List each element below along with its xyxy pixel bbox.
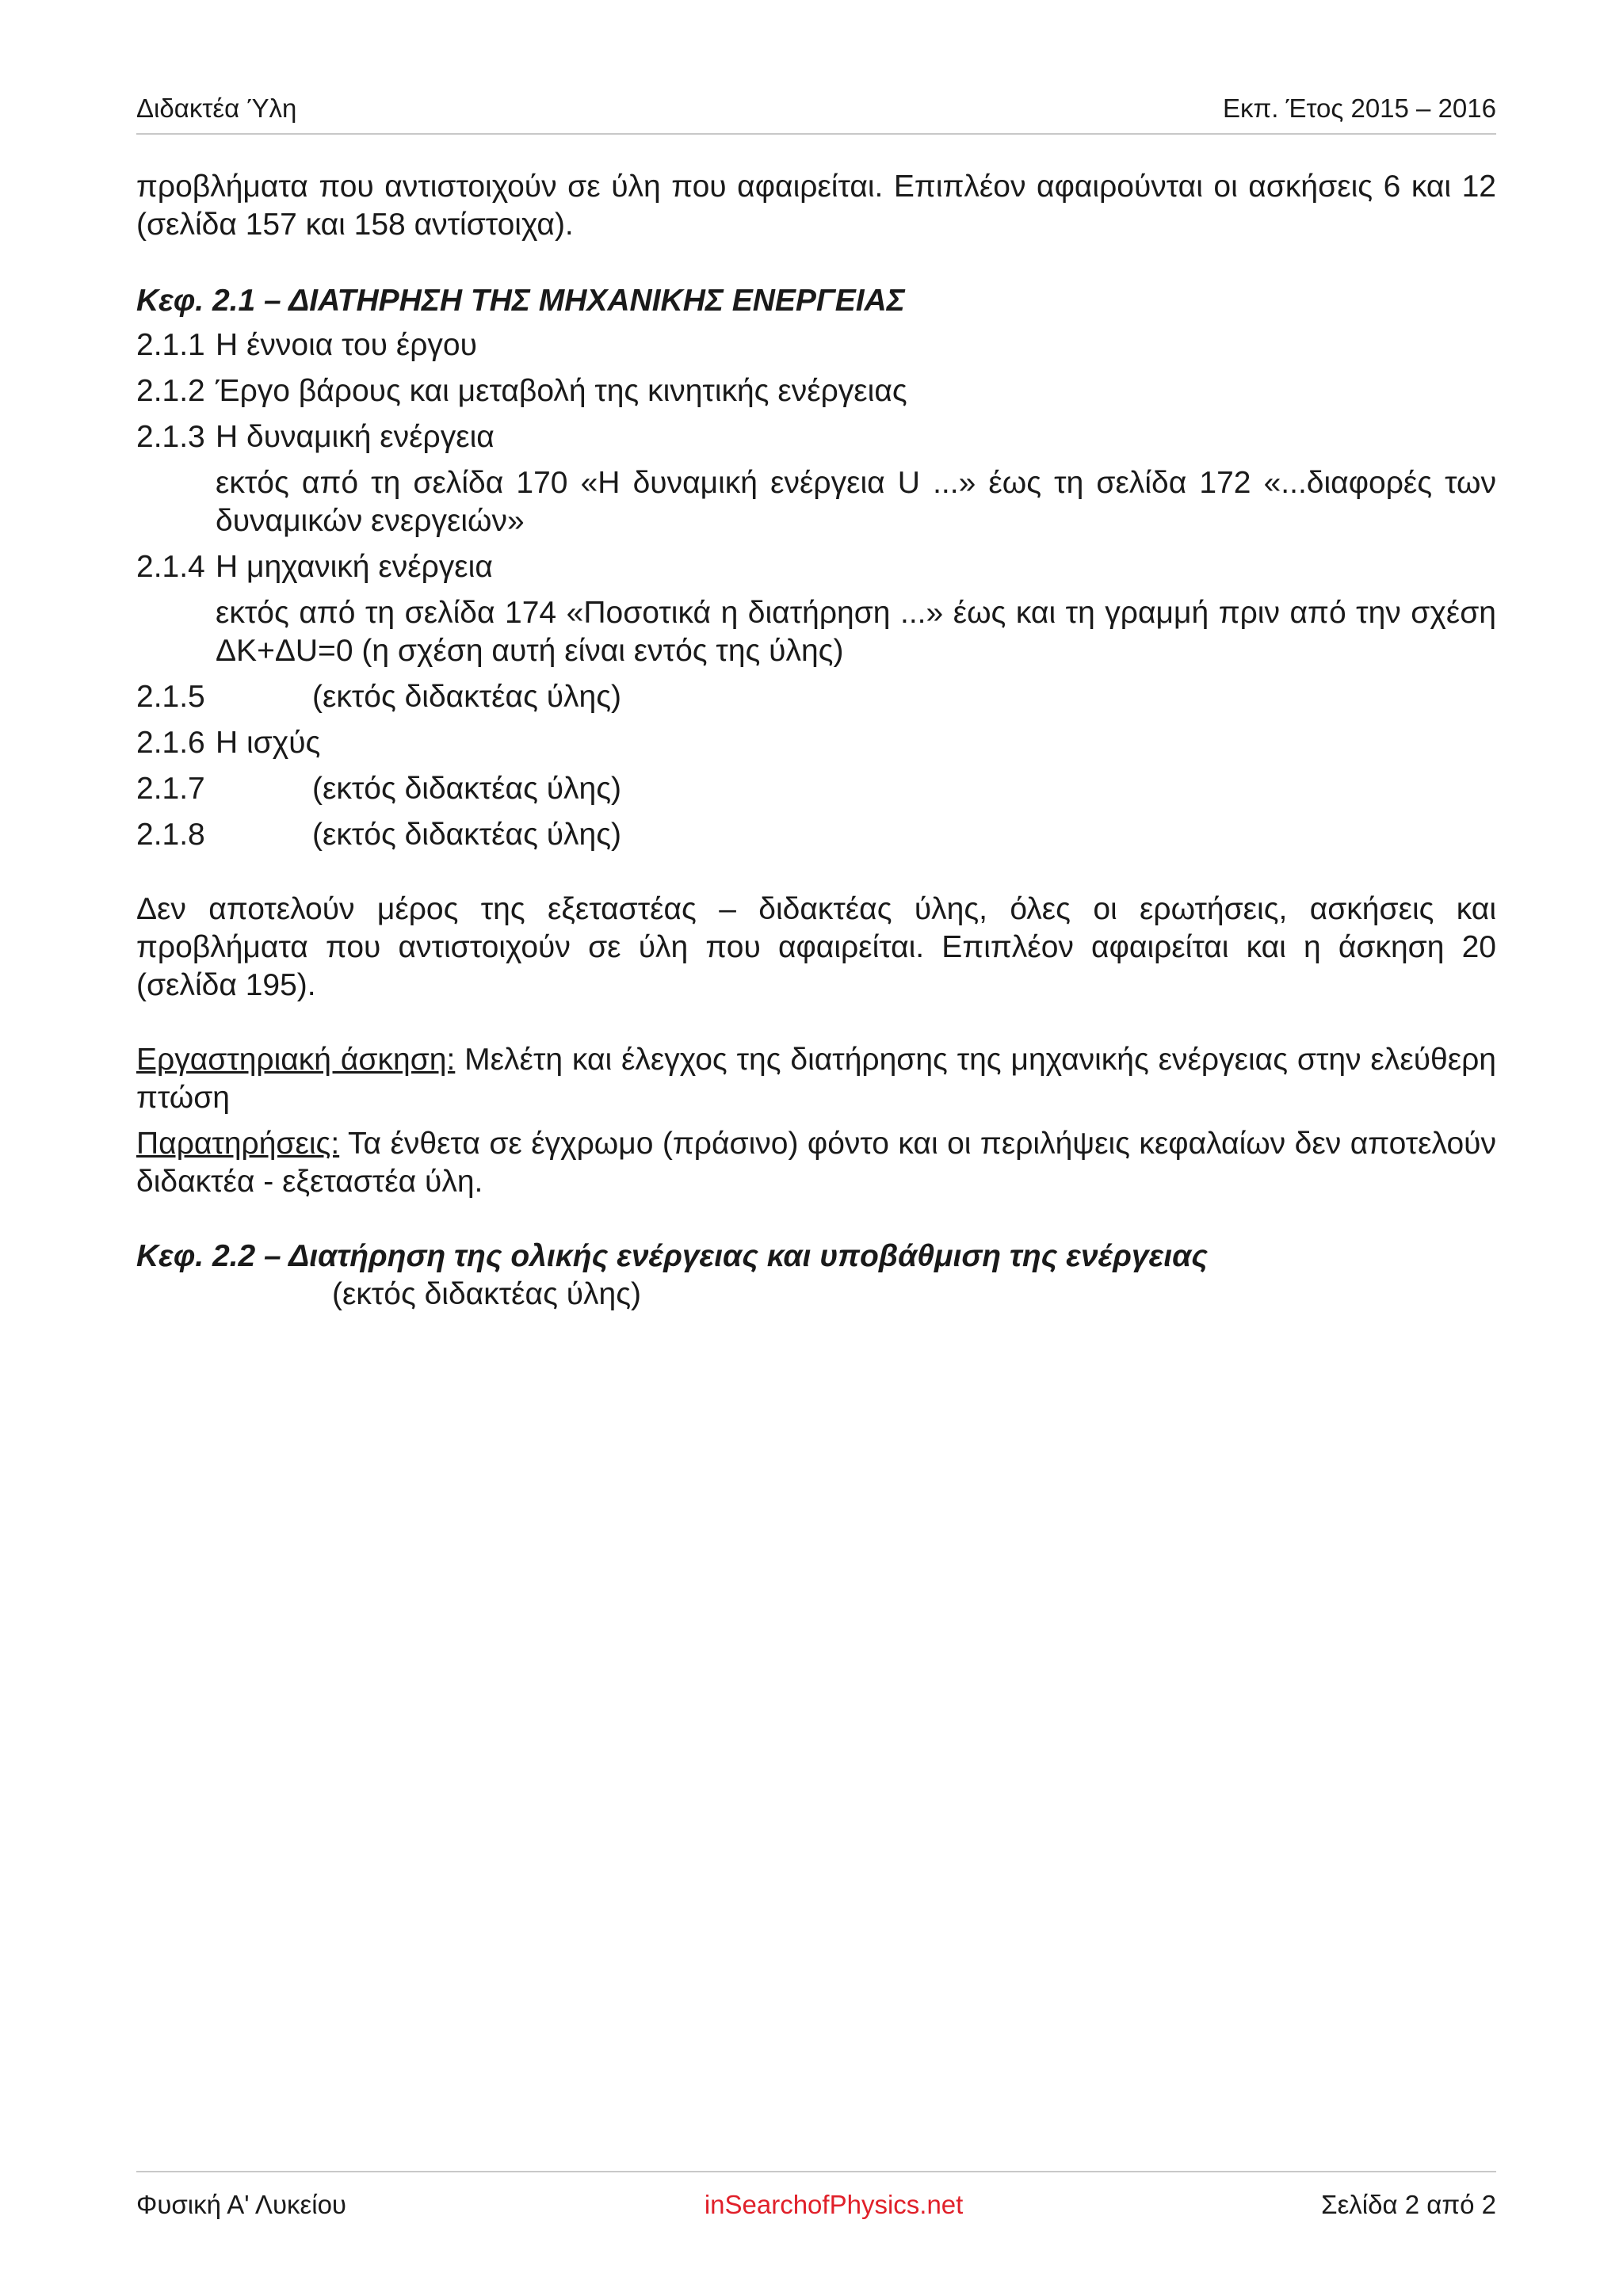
section-number: 2.1.5 [136,680,205,714]
lab-exercise-label: Εργαστηριακή άσκηση: [136,1043,456,1077]
section-item [136,326,1496,364]
section-item [136,372,1496,410]
header-school-year: Εκπ. Έτος 2015 – 2016 [1222,93,1496,123]
page-header [136,93,1496,135]
section-number: 2.1.1 [136,328,205,362]
remarks-paragraph [136,1125,1496,1201]
section-title: Η μηχανική ενέργεια [216,550,493,584]
lab-exercise-paragraph [136,1041,1496,1117]
section-number: 2.1.3 [136,420,205,454]
page-footer [136,2171,1496,2220]
section-exclusion-note: εκτός από τη σελίδα 170 «Η δυναμική ενέργεια U ...» έως τη σελίδα 172 «...διαφορές των δυναμικών ενεργειών» [216,466,1496,538]
section-title: Η ισχύς [216,726,321,760]
header-title: Διδακτέα Ύλη [136,93,297,123]
section-title: (εκτός διδακτέας ύλης) [312,680,621,714]
section-title: Έργο βάρους και μεταβολή της κινητικής ενέργειας [216,374,907,408]
section-number: 2.1.8 [136,818,205,852]
exclusion-paragraph: Δεν αποτελούν μέρος της εξεταστέας – διδακτέας ύλης, όλες οι ερωτήσεις, ασκήσεις και προβλήματα που αντιστοιχούν σε ύλη που αφαιρείται. Επιπλέον αφαιρείται και η άσκηση 20 (σελίδα 195). [136,892,1496,1002]
section-number: 2.1.6 [136,726,205,760]
section-title: Η δυναμική ενέργεια [216,420,495,454]
section-item [136,724,1496,762]
section-number: 2.1.4 [136,550,205,584]
intro-paragraph: προβλήματα που αντιστοιχούν σε ύλη που αφαιρείται. Επιπλέον αφαιρούνται οι ασκήσεις 6 και 12 (σελίδα 157 και 158 αντίστοιχα). [136,170,1496,242]
footer-page-number: Σελίδα 2 από 2 [1321,2190,1496,2219]
section-number: 2.1.7 [136,772,205,806]
section-title: (εκτός διδακτέας ύλης) [312,772,621,806]
section-item [136,770,1496,808]
remarks-label: Παρατηρήσεις: [136,1127,340,1161]
lab-exercise-text: Μελέτη και έλεγχος της διατήρησης της μηχανικής ενέργειας στην ελεύθερη πτώση [136,1043,1496,1115]
chapter-2-2-heading: Κεφ. 2.2 – Διατήρηση της ολικής ενέργειας και υποβάθμιση της ενέργειας [136,1239,1209,1273]
footer-website-link[interactable]: inSearchofPhysics.net [704,2190,964,2219]
section-title: Η έννοια του έργου [216,328,477,362]
page-content [136,168,1496,1314]
section-item [136,548,1496,586]
section-title: (εκτός διδακτέας ύλης) [312,818,621,852]
section-exclusion-note: εκτός από τη σελίδα 174 «Ποσοτικά η διατήρηση ...» έως και τη γραμμή πριν από την σχέση ΔΚ+ΔU=0 (η σχέση αυτή είναι εντός της ύλης) [216,596,1496,668]
section-number: 2.1.2 [136,374,205,408]
footer-course: Φυσική Α' Λυκείου [136,2190,346,2219]
section-item [136,816,1496,854]
remarks-text: Τα ένθετα σε έγχρωμο (πράσινο) φόντο και οι περιλήψεις κεφαλαίων δεν αποτελούν διδακτέα - εξεταστέα ύλη. [136,1127,1496,1199]
chapter-2-1-heading: Κεφ. 2.1 – ΔΙΑΤΗΡΗΣΗ ΤΗΣ ΜΗΧΑΝΙΚΗΣ ΕΝΕΡΓΕΙΑΣ [136,284,905,318]
section-item [136,418,1496,456]
chapter-2-2-excluded-note: (εκτός διδακτέας ύλης) [332,1277,641,1311]
section-item [136,678,1496,716]
